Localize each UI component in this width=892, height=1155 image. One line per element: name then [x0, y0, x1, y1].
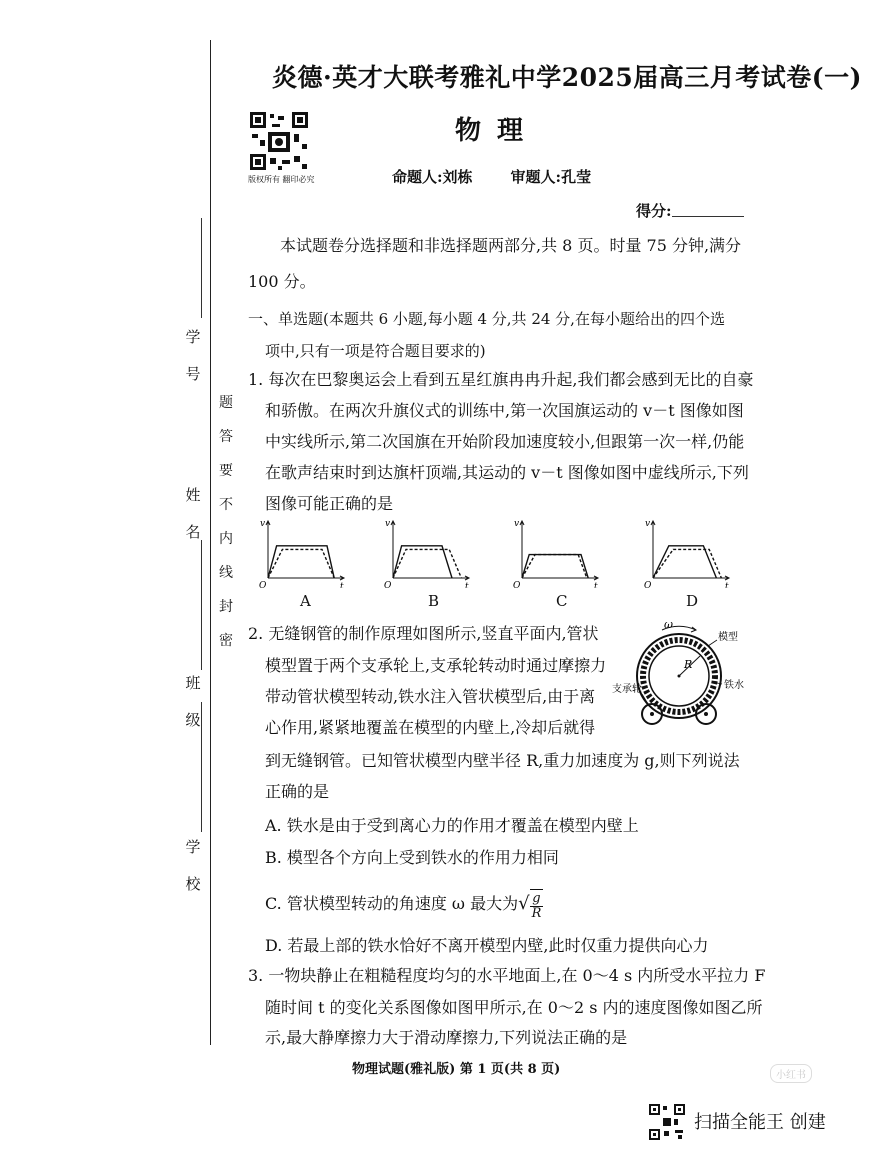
solid-series: [522, 555, 588, 578]
intro-line-1: 本试题卷分选择题和非选择题两部分,共 8 页。时量 75 分钟,满分: [280, 236, 742, 255]
v-axis-label: v: [385, 519, 391, 529]
q2-option-a: A. 铁水是由于受到离心力的作用才覆盖在模型内壁上: [265, 816, 639, 835]
q2-line-5: 到无缝钢管。已知管状模型内壁半径 R,重力加速度为 g,则下列说法: [265, 751, 740, 770]
q1-line-5: 图像可能正确的是: [265, 494, 394, 513]
q2-line-2: 模型置于两个支承轮上,支承轮转动时通过摩擦力: [265, 656, 607, 675]
radius-label: R: [684, 658, 693, 671]
q1-line-3: 中实线所示,第二次国旗在开始阶段加速度较小,但跟第一次一样,仍能: [265, 432, 745, 451]
solid-series: [393, 546, 452, 578]
option-c-label: C: [556, 592, 568, 610]
model-label: 模型: [718, 632, 738, 643]
wheel-label: 支承轮: [612, 684, 642, 695]
t-axis-label: t: [594, 582, 598, 588]
option-b-label: B: [428, 592, 440, 610]
solid-series: [653, 546, 716, 578]
origin-label: O: [259, 581, 267, 588]
score-label: 得分:: [636, 202, 672, 220]
option-a-label: A: [300, 592, 311, 610]
v-axis-label: v: [260, 519, 266, 529]
page-footer: 物理试题(雅礼版) 第 1 页(共 8 页): [352, 1062, 561, 1077]
class-label: 班 级: [185, 674, 201, 729]
authors: [392, 166, 629, 187]
q1-chart-c: [512, 518, 602, 588]
score-field[interactable]: [672, 216, 744, 217]
origin-label: O: [513, 581, 521, 588]
q2-option-b: B. 模型各个方向上受到铁水的作用力相同: [265, 848, 559, 867]
origin-label: O: [384, 581, 392, 588]
t-axis-label: t: [725, 582, 729, 588]
q2-line-4: 心作用,紧紧地覆盖在模型的内壁上,冷却后就得: [265, 718, 596, 737]
student-id-line[interactable]: [201, 218, 202, 318]
q2-option-c: C. 管状模型转动的角速度 ω 最大为√ $\frac{g}{R}$: [265, 890, 542, 921]
exam-title: 炎德·英才大联考雅礼中学2025届高三月考试卷(一): [272, 63, 862, 92]
school-label: 学 校: [185, 838, 201, 893]
q2-line-1: 2. 无缝钢管的制作原理如图所示,竖直平面内,管状: [248, 624, 599, 643]
iron-label: 铁水: [724, 680, 744, 691]
name-label: 姓 名: [185, 486, 201, 541]
v-axis-label: v: [645, 519, 651, 529]
binding-line: [210, 40, 211, 1045]
t-axis-label: t: [465, 582, 469, 588]
q1-line-1: 1. 每次在巴黎奥运会上看到五星红旗冉冉升起,我们都会感到无比的自豪: [248, 370, 754, 389]
t-axis-label: t: [340, 582, 344, 588]
q2-option-d: D. 若最上部的铁水恰好不离开模型内壁,此时仅重力提供向心力: [265, 936, 709, 955]
qr-code-icon: [248, 110, 310, 172]
reviewer: 审题人:孔莹: [510, 168, 592, 186]
qr-caption: 版权所有 翻印必究: [248, 175, 315, 184]
dashed-series: [268, 549, 334, 578]
setter: 命题人:刘栋: [392, 168, 473, 186]
q3-line-1: 3. 一物块静止在粗糙程度均匀的水平地面上,在 0～4 s 内所受水平拉力 F: [248, 966, 766, 985]
v-axis-label: v: [514, 519, 520, 529]
origin-label: O: [644, 581, 652, 588]
section-heading-2: 项中,只有一项是符合题目要求的): [265, 342, 486, 360]
scanner-qr-icon: [648, 1103, 686, 1141]
student-id-label: 学 号: [185, 328, 201, 383]
solid-series: [268, 546, 334, 578]
option-d-label: D: [686, 592, 699, 610]
dashed-series: [522, 555, 587, 578]
section-heading-1: 一、单选题(本题共 6 小题,每小题 4 分,共 24 分,在每小题给出的四个选: [248, 310, 725, 328]
q1-chart-a: [258, 518, 348, 588]
school-line[interactable]: [201, 782, 202, 832]
q1-line-4: 在歌声结束时到达旗杆顶端,其运动的 v－t 图像如图中虚线所示,下列: [265, 463, 749, 482]
q3-line-3: 示,最大静摩擦力大于滑动摩擦力,下列说法正确的是: [265, 1028, 628, 1047]
watermark-badge: 小红书: [770, 1064, 812, 1083]
subject-title: 物理: [455, 116, 540, 146]
q2-line-3: 带动管状模型转动,铁水注入管状模型后,由于离: [265, 687, 596, 706]
name-line[interactable]: [201, 540, 202, 670]
seal-warning: 题 答 要 不 内 线 封 密: [219, 395, 233, 649]
scanner-credit: 扫描全能王 创建: [694, 1112, 826, 1133]
omega-label: ω: [664, 618, 673, 631]
q1-chart-b: [383, 518, 473, 588]
intro-line-2: 100 分。: [248, 272, 316, 291]
steel-pipe-diagram: [612, 618, 747, 730]
q1-line-2: 和骄傲。在两次升旗仪式的训练中,第一次国旗运动的 v－t 图像如图: [265, 401, 744, 420]
q3-line-2: 随时间 t 的变化关系图像如图甲所示,在 0～2 s 内的速度图像如图乙所: [265, 998, 763, 1017]
q2-line-6: 正确的是: [265, 782, 330, 801]
q1-chart-d: [643, 518, 733, 588]
